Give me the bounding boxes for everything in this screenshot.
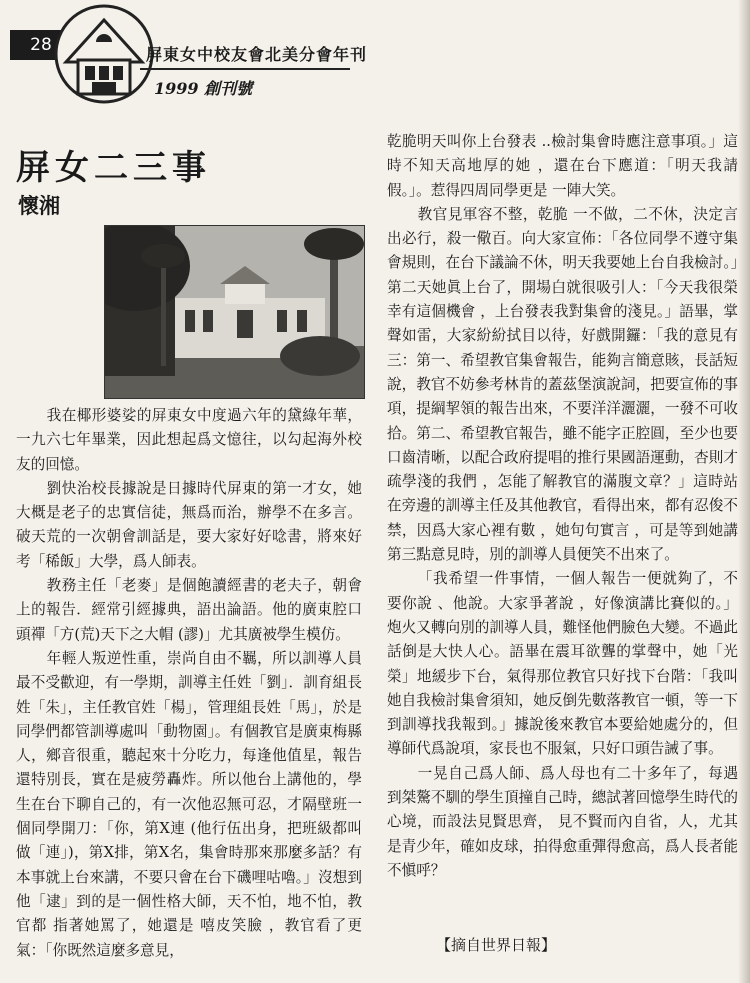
paragraph: 年輕人叛逆性重，崇尚自由不羈，所以訓導人員最不受歡迎，有一學期，訓導主任姓「劉」．訓育組長姓「朱」，主任教官姓「楊」，管理組長姓「馬」，於是同學們都管訓導處叫「動物園」。有個教官是廣東梅縣人，鄉音很重，聽起來十分吃力，每逢他值星，報告還特別長，實在是疲勞轟炸。所以他台上講他的，學生在台下聊自己的，有一次他忍無可忍，才隔壁班一個同學開刀：「你，第X連 (他行伍出身，把班級都叫做「連」)，第X排，第X名，集會時那來那麼多話？有本事就上台來講，不要只會在台下磯哩咕嚕。」沒想到他「逮」到的是一個性格大師，天不怕，地不怕，教官都 指著她罵了，她還是 嘻皮笑臉 ，教官看了更氣：「你既然這麼多意見，: [16, 649, 362, 959]
paragraph: 「我希望一件事情，一個人報告一便就夠了，不要你說 、他說。大家爭著說 ，好像演講比賽似的。」炮火又轉向別的訓導人員，難怪他們臉色大變。不過此話倒是大快人心。語畢在震耳欲聾的掌聲中，她「光榮」地緩步下台，氣得那位教官只好找下台階：「我叫她自我檢討集會須知，她反倒先數落教官一頓，等一下到訓導找我報到。」據說後來教官本要給她處分的，但導師代爲說項，家長也不服氣，只好口頭告誡了事。: [387, 570, 738, 758]
paragraph: 教務主任「老麥」是個飽讀經書的老夫子，朝會上的報告．經常引經據典，語出論語。他的廣東腔口頭禪「方(荒)天下之大帽 (謬)」尤其廣被學生模仿。: [16, 577, 362, 643]
paragraph: 劉快治校長據說是日據時代屏東的第一才女，她大概是老子的忠實信徒，無爲而治，辦學不在多言。破天荒的一次朝會訓話是，要大家好好唸書，將來好考「稀飯」大學，爲人師表。: [16, 479, 362, 570]
article-column-left: [16, 404, 362, 963]
paragraph: 一晃自己爲人師、爲人母也有二十多年了，每遇到桀驁不馴的學生頂撞自己時，總試著回憶學生時代的心境，而設法見賢思齊， 見不賢而內自省，人，尤其是青少年，確如皮球，拍得愈重彈得愈高，爲人長者能不愼呼？: [387, 764, 738, 879]
edition-label: 1999 創刊號: [154, 79, 253, 98]
paragraph: 教官見軍容不整，乾脆 一不做，二不休，決定言出必行，殺一儆百。向大家宣佈：「各位同學不遵守集會規則，在台下議論不休，明天我要她上台自我檢討。」第二天她眞上台了，開場白就很吸引人：「今天我很榮幸有這個機會 ，上台發表我對集會的淺見。」語畢，掌聲如雷，大家紛紛拭目以待，好戲開鑼：「我的意見有三：第一、希望教官集會報告，能夠言簡意賅，長話短說，教官不妨參考林肯的蓋茲堡演說詞，把要宣佈的事項，提綱挈領的報告出來，不要洋洋灑灑，一發不可收拾。第二、希望教官報告，雖不能字正腔圓，至少也要口齒清晰，以配合政府提唱的推行果國語運動，杏則才疏學淺的我們 ，怎能了解教官的滿腹文章？」這時站在旁邊的訓導主任及其他教官，看得出來，都有忍俊不禁，因爲大家心裡有數 ，她句句實言 ，可是等到她講第三點意見時，別的訓導人員便笑不出來了。: [387, 205, 738, 564]
paragraph-continuation: 乾脆明天叫你上台發表 ..檢討集會時應注意事項。」這時不知天高地厚的她 ，還在台下應道：「明天我請假。」。惹得四周同學更是 一陣大笑。: [387, 133, 738, 199]
article-author: 懷湘: [18, 194, 60, 218]
page-number: 28: [10, 30, 72, 60]
paragraph: 我在椰形婆娑的屏東女中度過六年的黛綠年華，一九六七年畢業，因此想起爲文憶往，以勾起海外校友的回憶。: [16, 407, 362, 473]
masthead-title: 屏東女中校友會北美分會年刊: [146, 45, 368, 64]
scan-edge-shadow: [738, 0, 750, 983]
school-logo-icon: [52, 2, 156, 106]
article-column-right: [387, 130, 738, 883]
school-building-photo: [104, 225, 365, 399]
header-divider: [140, 68, 350, 70]
article-title: 屏女二三事: [16, 148, 211, 188]
source-credit: 【摘自世界日報】: [436, 936, 557, 954]
